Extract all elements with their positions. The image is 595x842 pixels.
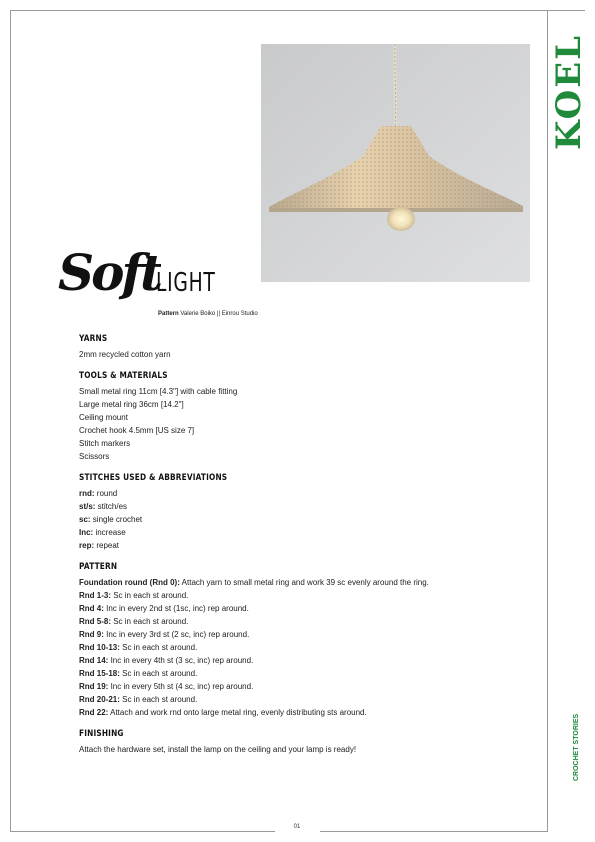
credit-label: Pattern — [158, 311, 179, 317]
side-label-text: CROCHET STORIES — [573, 713, 580, 781]
brand-logo — [553, 28, 589, 152]
abbreviation-item: st/s: stitch/es — [79, 502, 128, 511]
title-script-soft — [56, 238, 161, 308]
finishing-section — [79, 729, 449, 756]
credit-text: Valerie Boiko || Einrou Studio — [180, 311, 258, 317]
stitches-heading: STITCHES USED & ABBREVIATIONS — [79, 473, 228, 483]
final-round: Rnd 22: Attach and work rnd onto large metal ring, evenly distributing sts around. — [79, 708, 367, 717]
foundation-round: Foundation round (Rnd 0): Attach yarn to small metal ring and work 39 sc evenly around the ring. — [79, 578, 429, 587]
tools-section — [79, 371, 449, 463]
round-instruction: Rnd 19: Inc in every 5th st (4 sc, inc) rep around. — [79, 682, 254, 691]
page-frame-top — [10, 10, 585, 11]
pattern-credit — [158, 311, 258, 317]
stitches-section — [79, 473, 449, 552]
tool-item: Ceiling mount — [79, 413, 128, 422]
page-frame-right — [547, 10, 548, 832]
tools-heading: TOOLS & MATERIALS — [79, 371, 168, 381]
pattern-heading: PATTERN — [79, 562, 118, 572]
title-script-text: Soft — [58, 243, 161, 302]
title-light: LIGHT — [156, 268, 216, 298]
abbreviation-item: sc: single crochet — [79, 515, 143, 524]
pattern-section — [79, 562, 449, 719]
page-frame-bottom-left — [10, 831, 275, 832]
finishing-heading: FINISHING — [79, 729, 124, 739]
tool-item: Stitch markers — [79, 439, 131, 448]
round-instruction: Rnd 15-18: Sc in each st around. — [79, 669, 198, 678]
round-instruction: Rnd 10-13: Sc in each st around. — [79, 643, 198, 652]
round-instruction: Rnd 9: Inc in every 3rd st (2 sc, inc) rep around. — [79, 630, 250, 639]
pendant-lamp-photo — [261, 44, 530, 282]
brand-logo-text: KOEL — [553, 33, 589, 150]
page-frame-left — [10, 10, 11, 832]
round-instruction: Rnd 14: Inc in every 4th st (3 sc, inc) rep around. — [79, 656, 254, 665]
tool-item: Crochet hook 4.5mm [US size 7] — [79, 426, 195, 435]
tool-item: Scissors — [79, 452, 110, 461]
round-instruction: Rnd 4: Inc in every 2nd st (1sc, inc) rep around. — [79, 604, 249, 613]
page-frame-bottom-right — [320, 831, 548, 832]
finishing-text: Attach the hardware set, install the lamp on the ceiling and your lamp is ready! — [79, 745, 357, 754]
crochet-stories-label — [559, 695, 589, 785]
abbreviation-item: rnd: round — [79, 489, 118, 498]
pattern-content — [79, 334, 449, 766]
round-instruction: Rnd 20-21: Sc in each st around. — [79, 695, 198, 704]
yarns-section — [79, 334, 449, 361]
abbreviation-item: rep: repeat — [79, 541, 120, 550]
yarns-heading: YARNS — [79, 334, 108, 344]
round-instruction: Rnd 1-3: Sc in each st around. — [79, 591, 189, 600]
yarn-item: 2mm recycled cotton yarn — [79, 350, 171, 359]
tool-item: Large metal ring 36cm [14.2"] — [79, 400, 184, 409]
round-instruction: Rnd 5-8: Sc in each st around. — [79, 617, 189, 626]
tool-item: Small metal ring 11cm [4.3"] with cable fitting — [79, 387, 238, 396]
page-number: 01 — [293, 824, 301, 830]
abbreviation-item: Inc: increase — [79, 528, 126, 537]
